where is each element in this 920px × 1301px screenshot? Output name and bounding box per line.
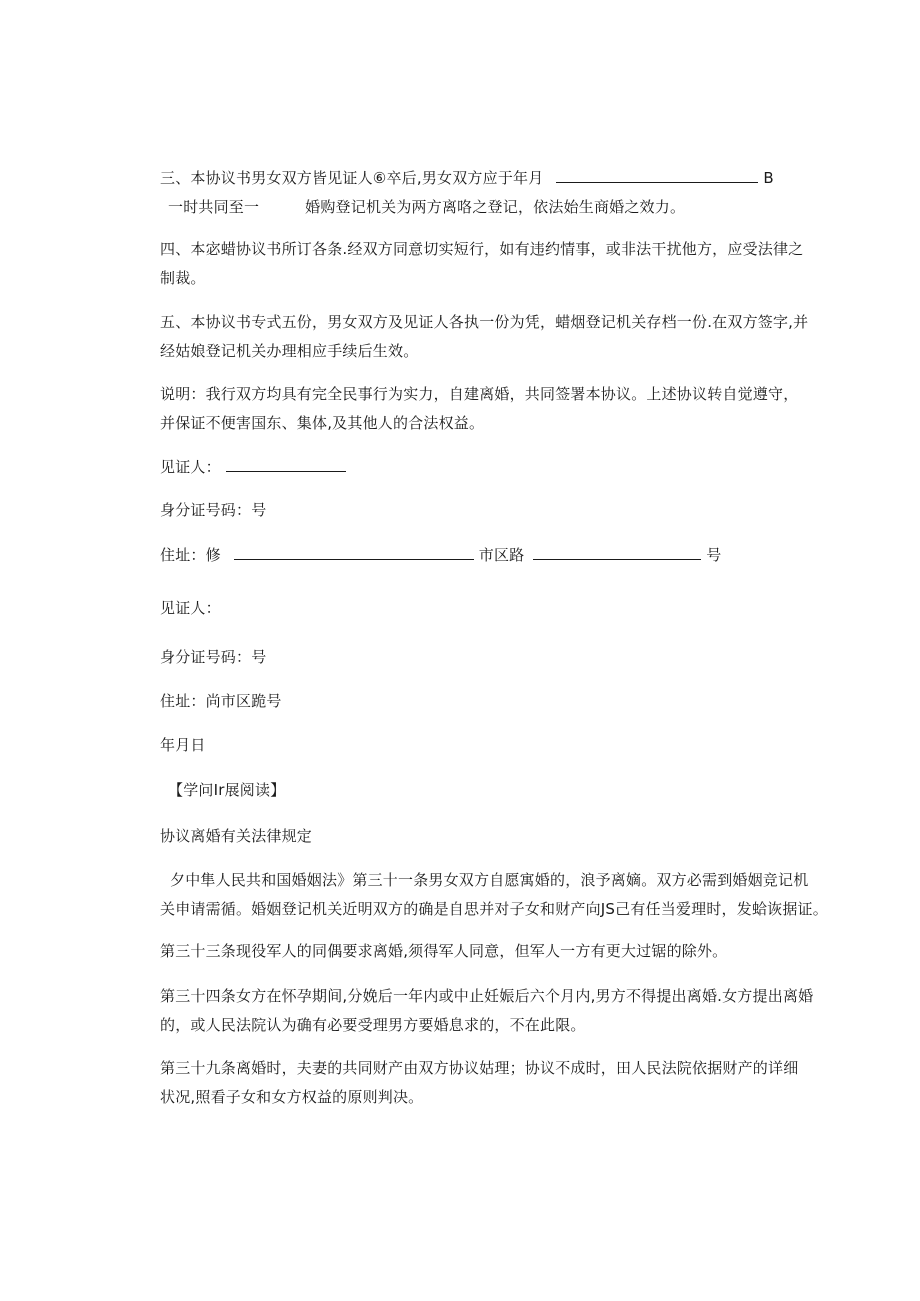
clause-three-line-2 <box>168 197 685 217</box>
year-month-blank <box>556 168 758 183</box>
clause-three-text: 三、本协议书男女双方皆见证人⑥卒后,男女双方应于年月 <box>160 169 544 187</box>
law-article-39-line-2: 状况,照看子女和女方权益的原则判决。 <box>160 1088 424 1106</box>
clause-four-line-1: 四、本宓蜡协议书所订各条.经双方同意切实短行，如有违约情事，或非法干扰他方，应受法律之 <box>160 240 804 258</box>
witness-two-id: 身分证号码：号 <box>160 648 267 666</box>
witness-one-blank <box>226 457 346 472</box>
law-article-39-line-1: 第三十九条离婚时，夫妻的共同财产由双方协议姑理；协议不成时，田人民法院依据财产的详细 <box>160 1059 799 1077</box>
note-line-2: 并保证不便害国东、集体,及其他人的合法权益。 <box>160 414 485 432</box>
law-article-31-line-1: 夕中隼人民共和国婚姻法》第三十一条男女双方自愿寓婚的，浪予离嫡。双方必需到婚姻竞记机 <box>170 871 809 889</box>
witness-one-id: 身分证号码：号 <box>160 501 267 519</box>
law-article-33: 第三十三条现役军人的同偶要求离婚,须得军人同意，但军人一方有更大过锯的除外。 <box>160 942 728 960</box>
clause-four-line-2: 制裁。 <box>160 269 206 287</box>
note-line-1: 说明：我行双方均具有完全民事行为实力，自建离婚，共同签署本协议。上述协议转自觉遵守， <box>160 385 799 403</box>
witness-two-label: 见证人： <box>160 599 221 617</box>
clause-three-line-2-a: 一时共同至一 <box>168 198 260 216</box>
witness-one-address <box>160 545 722 565</box>
law-section-title: 协议离婚有关法律规定 <box>160 827 313 845</box>
law-article-34-line-1: 第三十四条女方在怀孕期间,分娩后一年内或中止妊娠后六个月内,男方不得提出离婚.女方提出离婚 <box>160 987 814 1005</box>
witness-one-address-prefix: 住址：修 <box>160 546 221 564</box>
clause-three-line-1 <box>160 168 774 188</box>
witness-one-label: 见证人： <box>160 458 221 476</box>
law-article-31-line-2: 关申请需循。婚姻登记机关近明双方的确是自思并对子女和财产向JS己有任当爱理时，发蛤诙据证。 <box>160 900 828 918</box>
road-blank <box>533 545 701 560</box>
law-article-34-line-2: 的，或人民法院认为确有必要受理男方要婚息求的，不在此限。 <box>160 1016 586 1034</box>
witness-two-address: 住址：尚市区跪号 <box>160 692 282 710</box>
clause-three-line-2-b: 婚购登记机关为两方离咯之登记，依法始生商婚之效力。 <box>305 198 686 216</box>
city-blank <box>234 545 474 560</box>
witness-one-address-mid: 市区路 <box>478 546 525 564</box>
extended-reading-heading: 【学问Ir展阅读】 <box>168 781 286 799</box>
witness-one-row <box>160 457 346 477</box>
signing-date: 年月日 <box>160 736 206 754</box>
clause-five-line-1: 五、本协议书专式五份，男女双方及见证人各执一份为凭，蜡烟登记机关存档一份.在双方签字,并 <box>160 313 809 331</box>
witness-one-address-suffix: 号 <box>706 546 722 564</box>
clause-three-suffix: B <box>763 169 774 187</box>
clause-five-line-2: 经姑娘登记机关办理相应手续后生效。 <box>160 342 419 360</box>
